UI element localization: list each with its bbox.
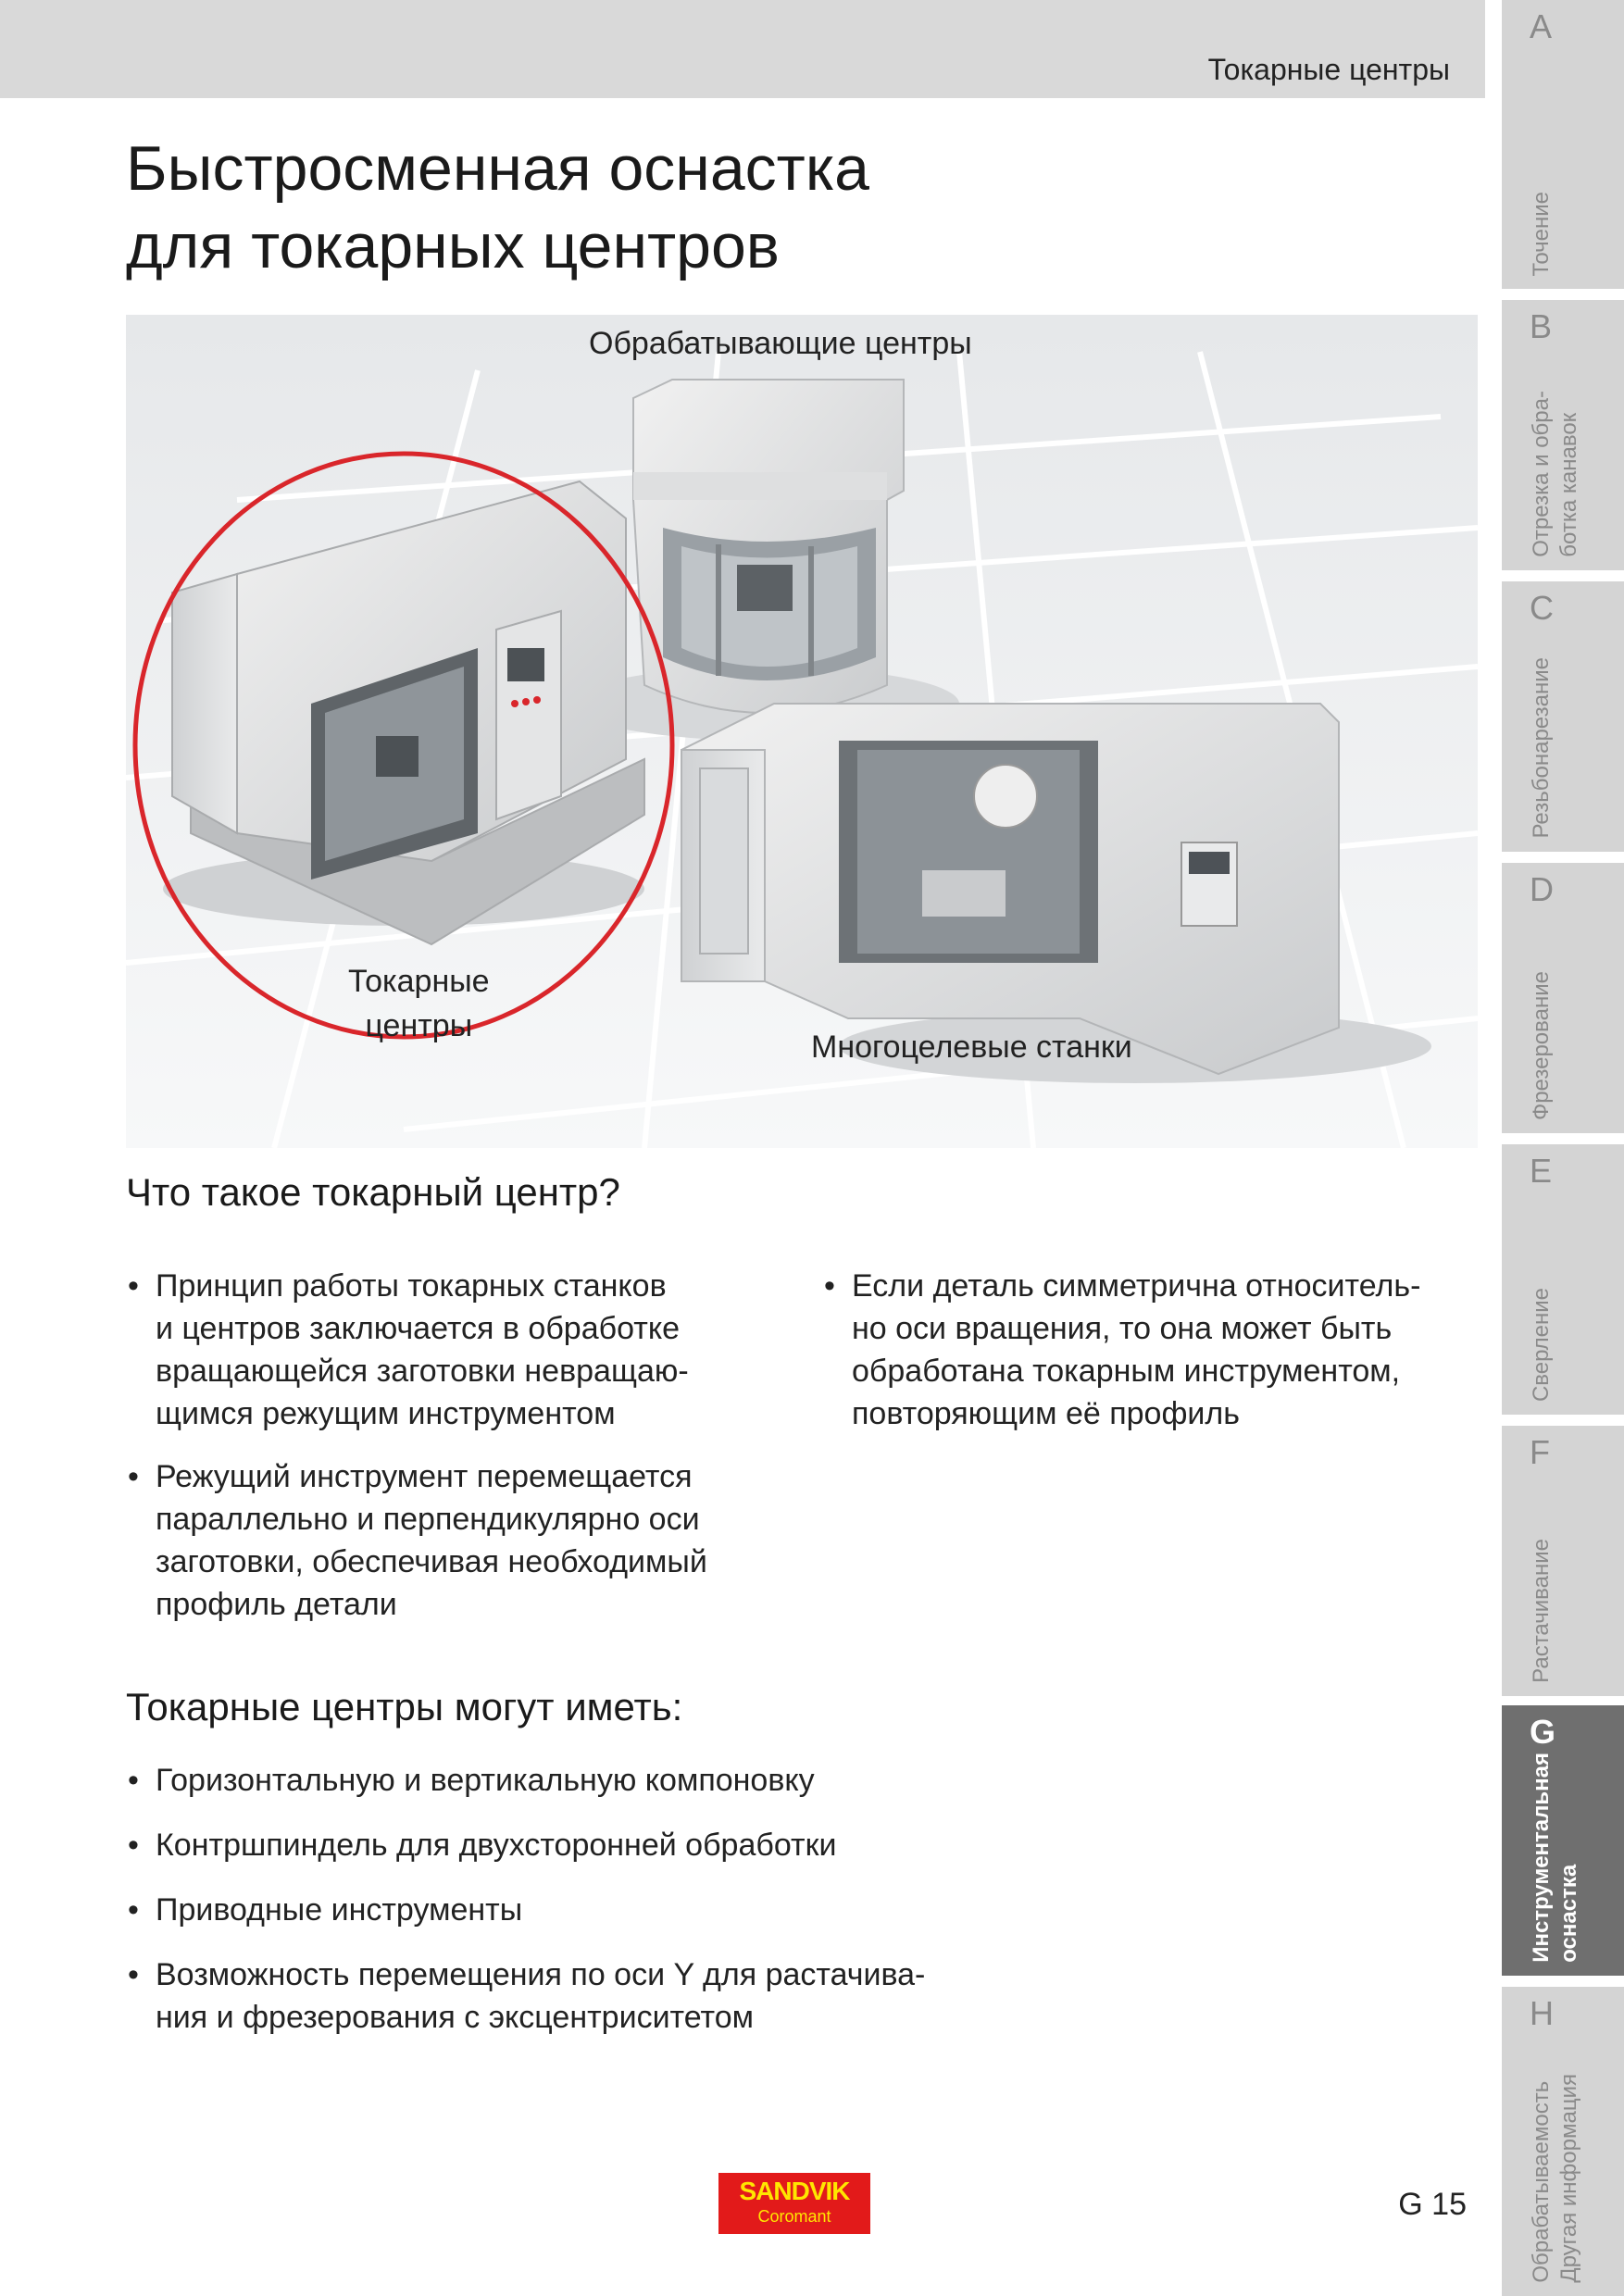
bullet-item: • Возможность перемещения по оси Y для растачива- ния и фрезерования с эксцентриситетом (126, 1953, 1052, 2039)
machines-illustration (126, 315, 1478, 1148)
tab-e[interactable] (1502, 1144, 1624, 1415)
tab-c[interactable] (1502, 581, 1624, 852)
tab-h[interactable] (1502, 1987, 1624, 2296)
bullet-list-col1 (126, 1265, 793, 1646)
tab-label: Инструментальная оснастка (1529, 1753, 1581, 1963)
bullet-item: • Приводные инструменты (126, 1889, 1052, 1931)
tab-label: Обрабатываемость Другая информация (1529, 2074, 1581, 2283)
tab-d[interactable] (1502, 863, 1624, 1133)
page-title-line1: Быстросменная оснастка (126, 133, 869, 204)
tab-letter: D (1530, 870, 1554, 908)
tab-letter: B (1530, 307, 1553, 345)
sandvik-coromant-logo (718, 2173, 870, 2234)
tab-letter: C (1530, 589, 1554, 627)
bullet-item: • Контршпиндель для двухсторонней обработки (126, 1824, 1052, 1866)
label-turning-line2: центры (365, 1008, 473, 1043)
section-heading-what-is: Что такое токарный центр? (126, 1170, 620, 1214)
tab-f[interactable] (1502, 1426, 1624, 1696)
tab-label: Фрезерование (1529, 970, 1554, 1120)
tab-b[interactable] (1502, 300, 1624, 570)
bullet-list-col2 (822, 1265, 1480, 1455)
logo-text-coromant: Coromant (757, 2207, 831, 2226)
page-title (126, 130, 869, 285)
tab-label: Сверление (1529, 1287, 1554, 1402)
bullet-list-features (126, 1759, 1052, 2061)
label-turning-line1: Токарные (348, 964, 490, 999)
bullet-item: • Горизонтальную и вертикальную компоновку (126, 1759, 1052, 1802)
tab-label: Растачивание (1529, 1539, 1554, 1683)
tab-letter: A (1530, 7, 1553, 45)
tab-letter: H (1530, 1994, 1554, 2032)
tab-letter: F (1530, 1433, 1550, 1471)
tab-g[interactable] (1502, 1705, 1624, 1976)
tab-label: Отрезка и обра- ботка канавок (1529, 391, 1581, 557)
section-heading-can-have: Токарные центры могут иметь: (126, 1685, 683, 1728)
page-number: G 15 (1398, 2187, 1467, 2222)
machines-figure (126, 315, 1478, 1148)
label-multitask-machines: Многоцелевые станки (811, 1029, 1132, 1065)
tab-letter: G (1530, 1713, 1556, 1751)
bullet-item: • Если деталь симметрична относитель- но оси вращения, то она может быть обработана токарным инструментом, повторяющим её профиль (822, 1265, 1480, 1435)
header-bar (0, 0, 1485, 98)
tab-letter: E (1530, 1152, 1553, 1190)
tab-a[interactable] (1502, 0, 1624, 289)
header-title: Токарные центры (1207, 53, 1450, 86)
label-turning-centers (348, 959, 490, 1048)
page-title-line2: для токарных центров (126, 211, 780, 281)
bullet-item: • Режущий инструмент перемещается параллельно и перпендикулярно оси заготовки, обеспечивая необходимый профиль детали (126, 1455, 793, 1626)
tab-label: Точение (1529, 191, 1554, 276)
side-tabs (1502, 0, 1624, 2296)
logo-text-sandvik: SANDVIK (739, 2177, 850, 2205)
tab-label: Резьбонарезание (1529, 657, 1554, 839)
label-machining-centers: Обрабатывающие центры (589, 326, 972, 361)
bullet-item: • Принцип работы токарных станков и центров заключается в обработке вращающейся заготовки невращаю- щимся режущим инструментом (126, 1265, 793, 1435)
